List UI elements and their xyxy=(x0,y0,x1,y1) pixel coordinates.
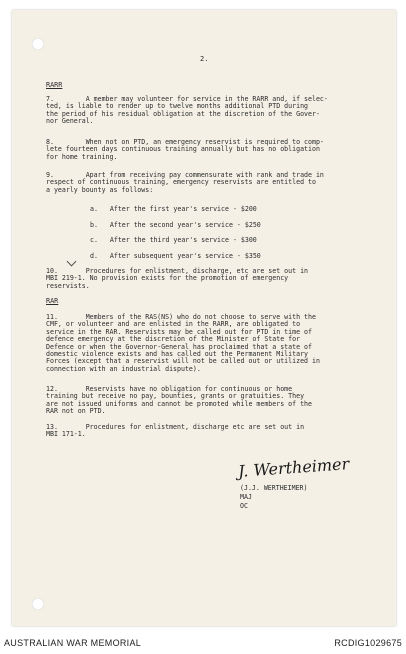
paragraph-9 xyxy=(46,172,324,194)
paragraph-line: connection with an industrial dispute). xyxy=(46,364,201,373)
bounty-item: a. After the first year's service - $200 xyxy=(90,205,257,213)
paragraph-line: Forces (except that a reservist will not be called out or utilized in xyxy=(46,357,320,366)
paragraph-line: 10. Procedures for enlistment, discharge, etc are set out in xyxy=(46,267,309,275)
signatory-name: (J.J. WERTHEIMER) xyxy=(240,484,308,492)
paragraph-line: CMF, or volunteer and are enlisted in the RARR, are obligated to xyxy=(46,320,301,329)
paragraph-line: Defence or when the Governor-General has proclaimed that a state of xyxy=(46,342,312,351)
paragraph-12 xyxy=(46,386,312,416)
punch-hole xyxy=(32,598,44,610)
paragraph-line: MBI 171-1. xyxy=(46,430,86,439)
section-heading-rar: RAR xyxy=(46,297,59,305)
paragraph-line: 11. Members of the RAS(NS) who do not choose to serve with the xyxy=(46,313,316,321)
paragraph-line: MBI 219-1. No provision exists for the promotion of emergency xyxy=(46,274,289,283)
handwritten-signature: J. Wertheimer xyxy=(237,454,350,481)
bounty-item: c. After the third year's service - $300 xyxy=(90,236,257,244)
paragraph-line: for home training. xyxy=(46,152,118,161)
paragraph-line: defence emergency at the discretion of the Minister of State for xyxy=(46,335,301,344)
paragraph-line: service in the RAR. Reservists may be called out for PTD in time of xyxy=(46,327,312,336)
bounty-item: b. After the second year's service - $250 xyxy=(90,220,261,229)
paragraph-line: nor General. xyxy=(46,117,94,126)
paragraph-line: 13. Procedures for enlistment, discharge etc are set out in xyxy=(46,423,305,431)
paragraph-11 xyxy=(46,314,320,373)
paragraph-line: domestic violence exists and has called out the Permanent Military xyxy=(46,350,309,359)
page-number: 2. xyxy=(200,55,209,63)
paragraph-line: RAR not on PTD. xyxy=(46,407,106,416)
signature-block xyxy=(240,484,308,511)
bounty-item: d. After subsequent year's service - $350 xyxy=(90,251,261,260)
signatory-rank: MAJ xyxy=(240,493,252,501)
paragraph-line: a yearly bounty as follows: xyxy=(46,185,154,194)
section-heading-rarr: RARR xyxy=(46,81,63,89)
paragraph-7 xyxy=(46,96,328,126)
paragraph-line: 12. Reservists have no obligation for continuous or home xyxy=(46,385,293,393)
paragraph-line: are not issued uniforms and cannot be promoted while members of the xyxy=(46,399,312,408)
paragraph-8 xyxy=(46,139,324,161)
bounty-list xyxy=(90,202,261,264)
paragraph-10 xyxy=(46,268,308,290)
punch-hole xyxy=(32,38,44,50)
paragraph-13 xyxy=(46,424,304,439)
paragraph-line: 8. When not on PTD, an emergency reservist is required to comp- xyxy=(46,138,324,146)
signatory-appointment: OC xyxy=(240,502,248,510)
paragraph-line: 9. Apart from receiving pay commensurate with rank and trade in xyxy=(46,171,324,179)
paragraph-line: the period of his residual obligation at the discretion of the Gover- xyxy=(46,109,320,118)
paragraph-line: 7. A member may volunteer for service in the RARR and, if selec- xyxy=(46,95,328,103)
footer-archive-name: AUSTRALIAN WAR MEMORIAL xyxy=(4,638,142,648)
paragraph-line: training but receive no pay, bounties, grants or gratuities. They xyxy=(46,392,305,401)
paragraph-line: respect of continuous training, emergency reservists are entitled to xyxy=(46,178,316,187)
paragraph-line: reservists. xyxy=(46,281,90,290)
paragraph-line: lete fourteen days continuous training annually but has no obligation xyxy=(46,145,320,154)
paragraph-line: ted, is liable to render up to twelve months additional PTD during xyxy=(46,102,309,111)
footer-record-id: RCDIG1029675 xyxy=(334,638,402,648)
